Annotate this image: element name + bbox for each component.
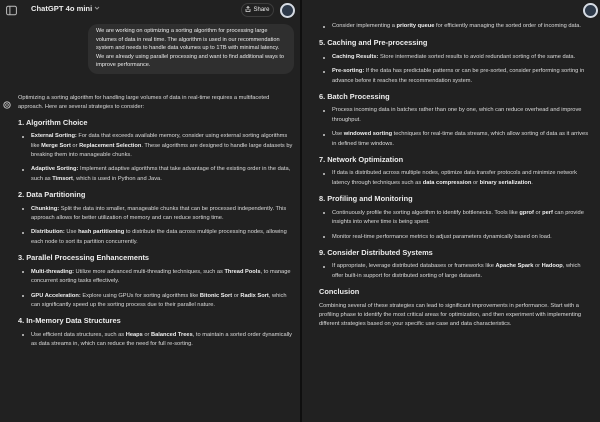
- response-intro: Optimizing a sorting algorithm for handling large volumes of data in real-time requires a multifaceted approach. Here are several strategies to consider:: [18, 95, 270, 111]
- assistant-response-continued: [319, 22, 593, 330]
- list-item: Multi-threading: Utilize more advanced multi-threading techniques, such as Thread Pools, to manage concurrent sorting tasks effectively.: [18, 268, 296, 287]
- list-item: If appropriate, leverage distributed databases or frameworks like Apache Spark or Hadoop, which offer built-in support for distributed sorting of large datasets.: [319, 262, 593, 281]
- avatar[interactable]: [583, 3, 598, 18]
- top-bar: [0, 0, 300, 22]
- list-item: Use efficient data structures, such as Heaps or Balanced Trees, to maintain a sorted order dynamically as data streams in, which can reduce the need for full re-sorting.: [18, 331, 296, 350]
- section-list: [319, 106, 593, 149]
- section-list: [18, 331, 296, 350]
- section-list: [18, 205, 296, 248]
- user-message: We are working on optimizing a sorting algorithm for processing large volumes of data in real time. The algorithm is used in our recommendation system and needs to handle data volumes up to 1TB with minimal latency. We are already using parallel processing and want to find additional ways to improve performance.: [88, 24, 294, 74]
- chevron-down-icon: [94, 4, 100, 13]
- section-heading: 6. Batch Processing: [319, 92, 390, 102]
- section-list: [319, 53, 593, 86]
- list-item: Continuously profile the sorting algorithm to identify bottlenecks. Tools like gprof or perf can provide insights into where time is being spent.: [319, 209, 593, 228]
- section-heading: 4. In-Memory Data Structures: [18, 316, 121, 326]
- section-heading: 5. Caching and Pre-processing: [319, 38, 428, 48]
- section-list: [319, 169, 593, 188]
- chat-pane-right: [302, 0, 600, 422]
- section-list: [319, 209, 593, 242]
- section-heading: 9. Consider Distributed Systems: [319, 247, 433, 257]
- share-icon: [245, 6, 251, 14]
- section-heading: 1. Algorithm Choice: [18, 117, 88, 127]
- section-heading: 7. Network Optimization: [319, 155, 404, 165]
- section-list: [18, 132, 296, 184]
- list-item: Use windowed sorting techniques for real-time data streams, which allow sorting of data as it arrives in defined time windows.: [319, 130, 593, 149]
- conclusion-heading: Conclusion: [319, 287, 360, 297]
- conclusion-text: Combining several of these strategies can lead to significant improvements in performance. Start with a profiling phase to identify the most critical areas for optimization, and then experiment with implementing different strategies based on your specific use case and data characteristics.: [319, 302, 582, 328]
- list-item: Consider implementing a priority queue for efficiently managing the sorted order of incoming data.: [319, 22, 593, 31]
- list-item: Adaptive Sorting: Implement adaptive algorithms that take advantage of the existing order in the data, such as Timsort, which is used in Python and Java.: [18, 165, 296, 184]
- list-item: External Sorting: For data that exceeds available memory, consider using external sorting algorithms like Merge Sort or Replacement Selection. These algorithms are designed to handle large datasets by breaking them into manageable chunks.: [18, 132, 296, 160]
- model-name: ChatGPT 4o mini: [31, 4, 93, 13]
- avatar[interactable]: [280, 3, 295, 18]
- share-label: Share: [253, 7, 270, 13]
- list-item: GPU Acceleration: Explore using GPUs for sorting algorithms like Bitonic Sort or Radix Sort, which can significantly speed up the sorting process due to their parallel nature.: [18, 292, 296, 311]
- section-list: [319, 262, 593, 281]
- assistant-logo-icon: [3, 96, 11, 104]
- list-item: Chunking: Split the data into smaller, manageable chunks that can be processed independently. This approach allows for better utilization of memory and can reduce sorting time.: [18, 205, 296, 224]
- section-list: [319, 22, 593, 31]
- assistant-response: [18, 94, 296, 355]
- section-list: [18, 268, 296, 311]
- list-item: Distribution: Use hash partitioning to distribute the data across multiple processing nodes, allowing each node to sort its partition concurrently.: [18, 228, 296, 247]
- section-heading: 8. Profiling and Monitoring: [319, 194, 413, 204]
- model-selector[interactable]: [31, 4, 100, 13]
- list-item: If data is distributed across multiple nodes, optimize data transfer protocols and minimize network latency through techniques such as data compression or binary serialization.: [319, 169, 593, 188]
- section-heading: 3. Parallel Processing Enhancements: [18, 253, 150, 263]
- list-item: Monitor real-time performance metrics to adjust parameters dynamically based on load.: [319, 233, 593, 242]
- sidebar-toggle-icon[interactable]: [6, 5, 17, 16]
- section-heading: 2. Data Partitioning: [18, 190, 86, 200]
- share-button[interactable]: [241, 3, 274, 17]
- list-item: Pre-sorting: If the data has predictable patterns or can be pre-sorted, consider performing sorting in advance before it reaches the recommendation system.: [319, 67, 593, 86]
- list-item: Process incoming data in batches rather than one by one, which can reduce overhead and improve throughput.: [319, 106, 593, 125]
- list-item: Caching Results: Store intermediate sorted results to avoid redundant sorting of the same data.: [319, 53, 593, 62]
